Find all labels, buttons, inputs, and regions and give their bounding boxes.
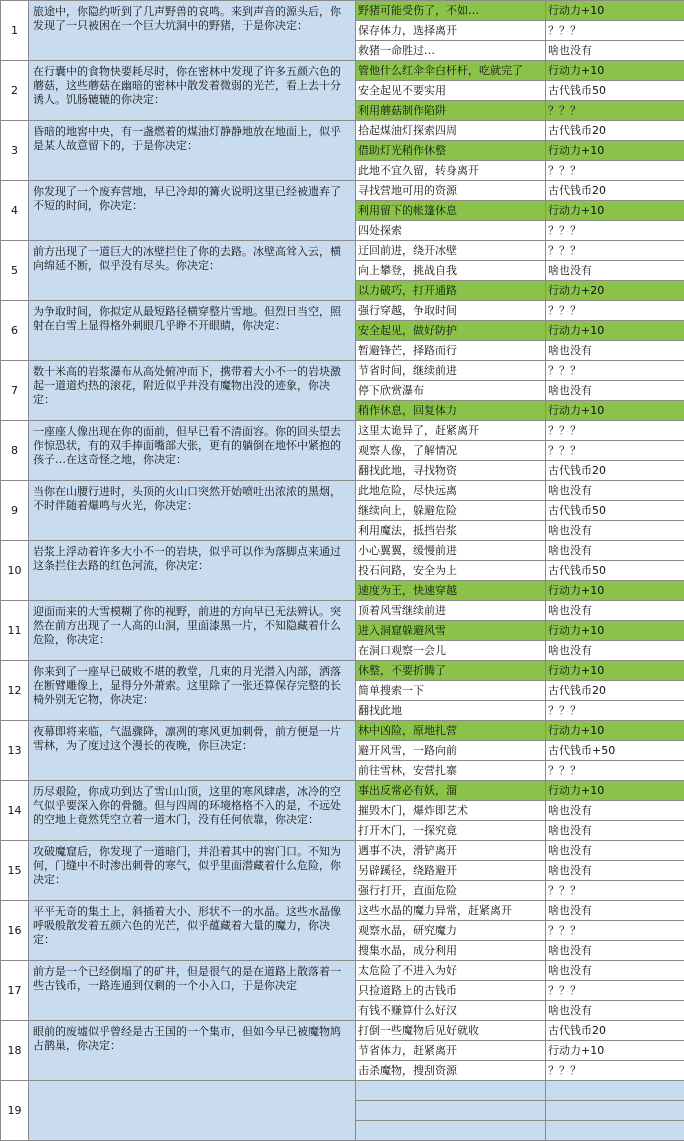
choice-result[interactable]: 行动力+10 (546, 61, 684, 81)
row-number[interactable]: 11 (1, 601, 29, 661)
choice-result[interactable]: ？？？ (546, 161, 684, 181)
choice-option[interactable]: 简单搜索一下 (356, 681, 546, 701)
choice-result[interactable]: 啥也没有 (546, 961, 684, 981)
choice-option[interactable]: 野猪可能受伤了，不如… (356, 1, 546, 21)
choice-option[interactable]: 这里太诡异了，赶紧离开 (356, 421, 546, 441)
choice-option[interactable]: 顶着风雪继续前进 (356, 601, 546, 621)
table-row (1, 361, 684, 381)
choice-result[interactable]: 啥也没有 (546, 821, 684, 841)
row-number[interactable]: 14 (1, 781, 29, 841)
event-description[interactable]: 岩浆上浮动着许多大小不一的岩块，似乎可以作为落脚点来通过这条拦住去路的红色河流，你决定： (29, 541, 356, 601)
choice-result[interactable]: 古代钱币20 (546, 1021, 684, 1041)
table-row (1, 181, 684, 201)
choice-option[interactable]: 稍作休息，回复体力 (356, 401, 546, 421)
choice-result[interactable]: 啥也没有 (546, 841, 684, 861)
choice-option[interactable]: 以力破巧，打开通路 (356, 281, 546, 301)
choice-result[interactable]: ？？？ (546, 21, 684, 41)
choice-option[interactable]: 翻找此地 (356, 701, 546, 721)
choice-option[interactable]: 停下欣赏瀑布 (356, 381, 546, 401)
choice-result[interactable]: 啥也没有 (546, 1001, 684, 1021)
table-row (1, 1081, 684, 1101)
choice-option[interactable]: 节省体力，赶紧离开 (356, 1041, 546, 1061)
table-row (1, 721, 684, 741)
choice-option[interactable]: 安全起见不要实用 (356, 81, 546, 101)
choice-result[interactable]: ？？？ (546, 301, 684, 321)
choice-result[interactable]: 啥也没有 (546, 341, 684, 361)
event-description[interactable]: 你发现了一个废弃营地，早已冷却的篝火说明这里已经被遗弃了不短的时间，你决定： (29, 181, 356, 241)
table-row (1, 481, 684, 501)
choice-option[interactable]: 速度为王，快速穿越 (356, 581, 546, 601)
choice-option[interactable]: 这些水晶的魔力异常，赶紧离开 (356, 901, 546, 921)
choice-result[interactable]: 古代钱币50 (546, 561, 684, 581)
choice-result[interactable]: 古代钱币20 (546, 121, 684, 141)
row-number[interactable]: 3 (1, 121, 29, 181)
choice-result[interactable]: ？？？ (546, 881, 684, 901)
choice-result[interactable]: 行动力+10 (546, 201, 684, 221)
choice-option[interactable]: 进入洞窟躲避风雪 (356, 621, 546, 641)
choice-option[interactable]: 太危险了不进入为好 (356, 961, 546, 981)
choice-result[interactable]: 古代钱币20 (546, 681, 684, 701)
choice-option[interactable]: 借助灯光稍作休整 (356, 141, 546, 161)
choice-option[interactable]: 节省时间，继续前进 (356, 361, 546, 381)
choice-result[interactable]: ？？？ (546, 421, 684, 441)
choice-result[interactable]: 行动力+10 (546, 141, 684, 161)
choice-result[interactable]: 啥也没有 (546, 801, 684, 821)
choice-option[interactable]: 有钱不赚算什么好汉 (356, 1001, 546, 1021)
choice-result[interactable]: 啥也没有 (546, 861, 684, 881)
event-description[interactable]: 前方是一个已经倒塌了的矿井，但是很气的是在道路上散落着一些古钱币，一路连通到仅剩的一个小入口，于是你决定 (29, 961, 356, 1021)
choice-option[interactable]: 利用魔法，抵挡岩浆 (356, 521, 546, 541)
choice-option[interactable]: 休整，不要折腾了 (356, 661, 546, 681)
table-row (1, 961, 684, 981)
choice-option[interactable] (356, 1101, 546, 1121)
event-description[interactable]: 平平无奇的集土上，斜插着大小、形状不一的水晶。这些水晶像呼吸般散发着五颜六色的光芒，似乎蕴藏着大量的魔力，你决定： (29, 901, 356, 961)
choice-result[interactable]: 古代钱币50 (546, 501, 684, 521)
choice-option[interactable]: 利用留下的帐篷休息 (356, 201, 546, 221)
choice-option[interactable]: 小心翼翼，缓慢前进 (356, 541, 546, 561)
choice-option[interactable]: 观察人像，了解情况 (356, 441, 546, 461)
choice-result[interactable]: 行动力+10 (546, 721, 684, 741)
table-row (1, 241, 684, 261)
table-row (1, 1021, 684, 1041)
choice-result[interactable]: 行动力+10 (546, 1, 684, 21)
choice-option[interactable] (356, 1121, 546, 1141)
choice-result[interactable]: 啥也没有 (546, 481, 684, 501)
row-number[interactable]: 1 (1, 1, 29, 61)
event-description[interactable]: 历尽艰险，你成功到达了雪山山顶，这里的寒风肆虐，冰冷的空气似乎要深入你的骨髓。但与四周的环境格格不入的是，不远处的空地上竟然凭空立着一道木门，没有任何依靠，你决定： (29, 781, 356, 841)
event-description[interactable]: 前方出现了一道巨大的冰壁拦住了你的去路。冰壁高耸入云，横向绵延不断，似乎没有尽头。你决定： (29, 241, 356, 301)
choice-option[interactable]: 向上攀登，挑战自我 (356, 261, 546, 281)
row-number[interactable]: 4 (1, 181, 29, 241)
table-row (1, 901, 684, 921)
choice-option[interactable]: 遇事不决，滑铲离开 (356, 841, 546, 861)
choice-option[interactable]: 观察水晶，研究魔力 (356, 921, 546, 941)
row-number[interactable]: 10 (1, 541, 29, 601)
choice-result[interactable]: 古代钱币+50 (546, 741, 684, 761)
choice-option[interactable]: 打倒一些魔物后见好就收 (356, 1021, 546, 1041)
row-number[interactable]: 19 (1, 1081, 29, 1141)
choice-option[interactable]: 翻找此地，寻找物资 (356, 461, 546, 481)
choice-option[interactable]: 前往雪林，安营扎寨 (356, 761, 546, 781)
row-number[interactable]: 8 (1, 421, 29, 481)
choice-result[interactable]: 行动力+10 (546, 1041, 684, 1061)
choice-option[interactable]: 搜集水晶，成分利用 (356, 941, 546, 961)
choice-option[interactable]: 摧毁木门，爆炸即艺术 (356, 801, 546, 821)
choice-option[interactable]: 管他什么红伞伞白杆杆，吃就完了 (356, 61, 546, 81)
choice-option[interactable]: 投石问路，安全为上 (356, 561, 546, 581)
table-row (1, 661, 684, 681)
table-row (1, 61, 684, 81)
row-number[interactable]: 12 (1, 661, 29, 721)
row-number[interactable]: 17 (1, 961, 29, 1021)
choice-option[interactable]: 此地危险，尽快远离 (356, 481, 546, 501)
table-row (1, 541, 684, 561)
choice-option[interactable]: 在洞口观察一会儿 (356, 641, 546, 661)
row-number[interactable]: 16 (1, 901, 29, 961)
choice-result[interactable]: 古代钱币20 (546, 461, 684, 481)
choice-result[interactable]: ？？？ (546, 701, 684, 721)
choice-result[interactable]: 古代钱币50 (546, 81, 684, 101)
choice-result[interactable]: 啥也没有 (546, 901, 684, 921)
choice-option[interactable]: 强行穿越，争取时间 (356, 301, 546, 321)
event-description[interactable]: 一座座人像出现在你的面前，但早已看不清面容。你的回头望去作惊恐状，有的双手捧面嘴部大张，更有的躺倒在地怀中紧抱的孩子…在这奇怪之地，你决定： (29, 421, 356, 481)
event-description[interactable]: 当你在山腰行进时，头顶的火山口突然开始喷吐出浓浓的黑烟，不时伴随着爆鸣与火光，你决定： (29, 481, 356, 541)
choice-option[interactable]: 四处探索 (356, 221, 546, 241)
choice-result[interactable]: ？？？ (546, 221, 684, 241)
choice-option[interactable]: 暂避锋芒，择路而行 (356, 341, 546, 361)
choice-option[interactable]: 继续向上，躲避危险 (356, 501, 546, 521)
choice-result[interactable]: 行动力+10 (546, 581, 684, 601)
choice-result[interactable]: 行动力+10 (546, 781, 684, 801)
choice-result[interactable]: ？？？ (546, 361, 684, 381)
choice-result[interactable]: 啥也没有 (546, 261, 684, 281)
table-row (1, 781, 684, 801)
event-description[interactable] (29, 1081, 356, 1141)
choice-result[interactable]: ？？？ (546, 1061, 684, 1081)
row-number[interactable]: 18 (1, 1021, 29, 1081)
choice-result[interactable]: ？？？ (546, 241, 684, 261)
choice-option[interactable]: 保存体力，选择离开 (356, 21, 546, 41)
choice-result[interactable]: 啥也没有 (546, 601, 684, 621)
event-description[interactable]: 眼前的废墟似乎曾经是古王国的一个集市，但如今早已被魔物鸠占鹊巢，你决定： (29, 1021, 356, 1081)
choice-option[interactable]: 林中凶险，原地扎营 (356, 721, 546, 741)
choice-result[interactable]: 古代钱币20 (546, 181, 684, 201)
choice-result[interactable]: ？？？ (546, 761, 684, 781)
choice-option[interactable]: 避开风雪，一路向前 (356, 741, 546, 761)
event-description[interactable]: 你来到了一座早已破败不堪的教堂，几束的月光潜入内部，洒落在断臂雕像上，显得分外萧索。这里除了一张还算保存完整的长椅外别无它物，你决定： (29, 661, 356, 721)
choice-result[interactable]: 行动力+10 (546, 401, 684, 421)
choice-option[interactable]: 拾起煤油灯探索四周 (356, 121, 546, 141)
choice-result[interactable] (546, 1121, 684, 1141)
choice-option[interactable]: 只捡道路上的古钱币 (356, 981, 546, 1001)
event-description[interactable]: 迎面而来的大雪模糊了你的视野，前进的方向早已无法辨认。突然在前方出现了一人高的山洞，里面漆黑一片，不知隐藏着什么危险，你决定： (29, 601, 356, 661)
row-number[interactable]: 5 (1, 241, 29, 301)
choice-option[interactable]: 强行打开，直面危险 (356, 881, 546, 901)
row-number[interactable]: 9 (1, 481, 29, 541)
choice-result[interactable]: 啥也没有 (546, 381, 684, 401)
choice-option[interactable] (356, 1081, 546, 1101)
choice-result[interactable]: 啥也没有 (546, 541, 684, 561)
choice-option[interactable]: 寻找营地可用的资源 (356, 181, 546, 201)
choice-result[interactable]: 啥也没有 (546, 941, 684, 961)
choice-option[interactable]: 迂回前进，绕开冰壁 (356, 241, 546, 261)
choice-option[interactable]: 利用蘑菇制作陷阱 (356, 101, 546, 121)
sheet-body (1, 1, 684, 1141)
choice-result[interactable]: 行动力+10 (546, 661, 684, 681)
event-description[interactable]: 在行囊中的食物快要耗尽时，你在密林中发现了许多五颜六色的蘑菇，这些蘑菇在幽暗的密林中散发着微弱的光芒，看上去十分诱人。饥肠辘辘的你决定： (29, 61, 356, 121)
event-description[interactable]: 攻破魔窟后，你发现了一道暗门，并沿着其中的窖门口。不知为何，门缝中不时渗出刺骨的寒气，似乎里面潜藏着什么危险，你决定： (29, 841, 356, 901)
row-number[interactable]: 7 (1, 361, 29, 421)
table-row (1, 601, 684, 621)
event-description[interactable]: 夜幕即将来临，气温骤降，凛冽的寒风更加刺骨，前方便是一片雪林，为了度过这个漫长的夜晚，你巨决定： (29, 721, 356, 781)
choice-option[interactable]: 救猪一命胜过… (356, 41, 546, 61)
choice-option[interactable]: 事出反常必有妖，溜 (356, 781, 546, 801)
choice-result[interactable]: ？？？ (546, 101, 684, 121)
choice-option[interactable]: 另辟蹊径，绕路避开 (356, 861, 546, 881)
choice-option[interactable]: 打开木门，一探究竟 (356, 821, 546, 841)
table-row (1, 121, 684, 141)
table-row (1, 1, 684, 21)
choice-option[interactable]: 此地不宜久留，转身离开 (356, 161, 546, 181)
table-row (1, 421, 684, 441)
table-row (1, 301, 684, 321)
choice-option[interactable]: 安全起见，做好防护 (356, 321, 546, 341)
choice-result[interactable]: ？？？ (546, 441, 684, 461)
row-number[interactable]: 2 (1, 61, 29, 121)
choice-result[interactable]: 行动力+20 (546, 281, 684, 301)
choice-result[interactable]: 行动力+10 (546, 621, 684, 641)
row-number[interactable]: 6 (1, 301, 29, 361)
row-number[interactable]: 13 (1, 721, 29, 781)
choice-result[interactable]: 啥也没有 (546, 641, 684, 661)
choice-result[interactable] (546, 1101, 684, 1121)
event-description[interactable]: 旅途中，你隐约听到了几声野兽的哀鸣。来到声音的源头后，你发现了一只被困在一个巨大坑洞中的野猪，于是你决定： (29, 1, 356, 61)
choice-result[interactable]: ？？？ (546, 921, 684, 941)
choice-result[interactable]: ？？？ (546, 981, 684, 1001)
choice-result[interactable] (546, 1081, 684, 1101)
row-number[interactable]: 15 (1, 841, 29, 901)
event-description[interactable]: 昏暗的地窖中央，有一盏燃着的煤油灯静静地放在地面上，似乎是某人故意留下的，于是你决定： (29, 121, 356, 181)
table-row (1, 841, 684, 861)
choice-result[interactable]: 啥也没有 (546, 521, 684, 541)
event-description[interactable]: 为争取时间，你拟定从最短路径横穿整片雪地。但烈日当空，照射在白雪上显得格外刺眼几乎睁不开眼睛，你决定： (29, 301, 356, 361)
choice-option[interactable]: 击杀魔物，搜刮资源 (356, 1061, 546, 1081)
choice-result[interactable]: 啥也没有 (546, 41, 684, 61)
choice-result[interactable]: 行动力+10 (546, 321, 684, 341)
event-description[interactable]: 数十米高的岩浆瀑布从高处俯冲而下，携带着大小不一的岩块激起一道道灼热的滚花，附近似乎并没有魔物出没的迹象，你决定： (29, 361, 356, 421)
